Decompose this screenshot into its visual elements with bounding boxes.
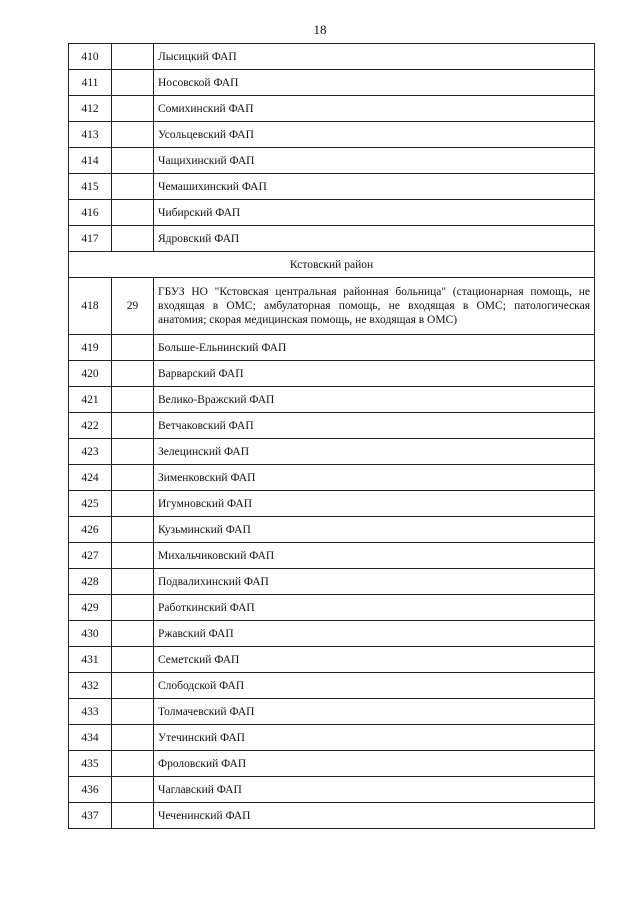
row-number: 437	[69, 803, 112, 829]
table-row	[69, 647, 595, 673]
facility-name: Велико-Вражский ФАП	[154, 387, 595, 413]
table-row	[69, 699, 595, 725]
row-number: 429	[69, 595, 112, 621]
registry-table	[68, 43, 595, 829]
facility-name: Чаглавский ФАП	[154, 777, 595, 803]
institution-code	[112, 803, 154, 829]
row-number: 436	[69, 777, 112, 803]
row-number: 432	[69, 673, 112, 699]
table-row	[69, 174, 595, 200]
institution-code	[112, 595, 154, 621]
row-number: 415	[69, 174, 112, 200]
institution-code	[112, 699, 154, 725]
table-row	[69, 70, 595, 96]
facility-name: Зелецинский ФАП	[154, 439, 595, 465]
institution-code	[112, 673, 154, 699]
institution-code	[112, 517, 154, 543]
institution-code	[112, 413, 154, 439]
institution-code	[112, 621, 154, 647]
row-number: 434	[69, 725, 112, 751]
institution-code	[112, 491, 154, 517]
row-number: 421	[69, 387, 112, 413]
institution-code	[112, 96, 154, 122]
facility-name: Чемашихинский ФАП	[154, 174, 595, 200]
table-row	[69, 725, 595, 751]
institution-code	[112, 70, 154, 96]
facility-name: Кузьминский ФАП	[154, 517, 595, 543]
table-row	[69, 122, 595, 148]
institution-code	[112, 122, 154, 148]
row-number: 420	[69, 361, 112, 387]
row-number: 426	[69, 517, 112, 543]
table-row	[69, 621, 595, 647]
table-row	[69, 465, 595, 491]
table-row	[69, 278, 595, 335]
page-number: 18	[313, 22, 327, 37]
row-number: 435	[69, 751, 112, 777]
table-row	[69, 803, 595, 829]
institution-code	[112, 647, 154, 673]
institution-code	[112, 226, 154, 252]
institution-code	[112, 543, 154, 569]
facility-name: Работкинский ФАП	[154, 595, 595, 621]
facility-name: Варварский ФАП	[154, 361, 595, 387]
table-row	[69, 361, 595, 387]
table-row	[69, 543, 595, 569]
row-number: 423	[69, 439, 112, 465]
row-number: 422	[69, 413, 112, 439]
table-row	[69, 413, 595, 439]
section-header-row	[69, 252, 595, 278]
table-row	[69, 148, 595, 174]
table-row	[69, 387, 595, 413]
table-row	[69, 777, 595, 803]
row-number: 424	[69, 465, 112, 491]
row-number: 417	[69, 226, 112, 252]
row-number: 410	[69, 44, 112, 70]
row-number: 411	[69, 70, 112, 96]
row-number: 416	[69, 200, 112, 226]
facility-name: ГБУЗ НО "Кстовская центральная районная больница" (стационарная помощь, не входящая в ОМС; амбулаторная помощь, не входящая в ОМС; патологическая анатомия; скорая медицинская помощь, не входящая в ОМС)	[154, 278, 595, 335]
table-row	[69, 439, 595, 465]
facility-name: Слободской ФАП	[154, 673, 595, 699]
facility-name: Носовской ФАП	[154, 70, 595, 96]
facility-name: Семетский ФАП	[154, 647, 595, 673]
row-number: 427	[69, 543, 112, 569]
table-row	[69, 595, 595, 621]
institution-code: 29	[112, 278, 154, 335]
table-row	[69, 96, 595, 122]
table-row	[69, 226, 595, 252]
row-number: 425	[69, 491, 112, 517]
facility-name: Лысицкий ФАП	[154, 44, 595, 70]
table-row	[69, 517, 595, 543]
table-body	[69, 44, 595, 829]
facility-name: Ржавский ФАП	[154, 621, 595, 647]
facility-name: Фроловский ФАП	[154, 751, 595, 777]
table-row	[69, 44, 595, 70]
institution-code	[112, 174, 154, 200]
row-number: 414	[69, 148, 112, 174]
institution-code	[112, 725, 154, 751]
institution-code	[112, 361, 154, 387]
row-number: 431	[69, 647, 112, 673]
institution-code	[112, 44, 154, 70]
row-number: 430	[69, 621, 112, 647]
facility-name: Сомихинский ФАП	[154, 96, 595, 122]
institution-code	[112, 569, 154, 595]
institution-code	[112, 465, 154, 491]
facility-name: Усольцевский ФАП	[154, 122, 595, 148]
row-number: 419	[69, 335, 112, 361]
institution-code	[112, 335, 154, 361]
section-title: Кстовский район	[69, 252, 595, 278]
facility-name: Ядровский ФАП	[154, 226, 595, 252]
table-row	[69, 200, 595, 226]
institution-code	[112, 200, 154, 226]
row-number: 428	[69, 569, 112, 595]
facility-name: Толмачевский ФАП	[154, 699, 595, 725]
facility-name: Игумновский ФАП	[154, 491, 595, 517]
facility-name: Чащихинский ФАП	[154, 148, 595, 174]
facility-name: Больше-Ельнинский ФАП	[154, 335, 595, 361]
row-number: 413	[69, 122, 112, 148]
row-number: 418	[69, 278, 112, 335]
institution-code	[112, 148, 154, 174]
table-row	[69, 751, 595, 777]
table-row	[69, 569, 595, 595]
facility-name: Утечинский ФАП	[154, 725, 595, 751]
institution-code	[112, 439, 154, 465]
facility-name: Зименковский ФАП	[154, 465, 595, 491]
facility-name: Чеченинский ФАП	[154, 803, 595, 829]
table-row	[69, 335, 595, 361]
row-number: 433	[69, 699, 112, 725]
institution-code	[112, 777, 154, 803]
facility-name: Подвалихинский ФАП	[154, 569, 595, 595]
institution-code	[112, 387, 154, 413]
facility-name: Чибирский ФАП	[154, 200, 595, 226]
facility-name: Ветчаковский ФАП	[154, 413, 595, 439]
facility-name: Михальчиковский ФАП	[154, 543, 595, 569]
table-row	[69, 673, 595, 699]
row-number: 412	[69, 96, 112, 122]
table-row	[69, 491, 595, 517]
institution-code	[112, 751, 154, 777]
